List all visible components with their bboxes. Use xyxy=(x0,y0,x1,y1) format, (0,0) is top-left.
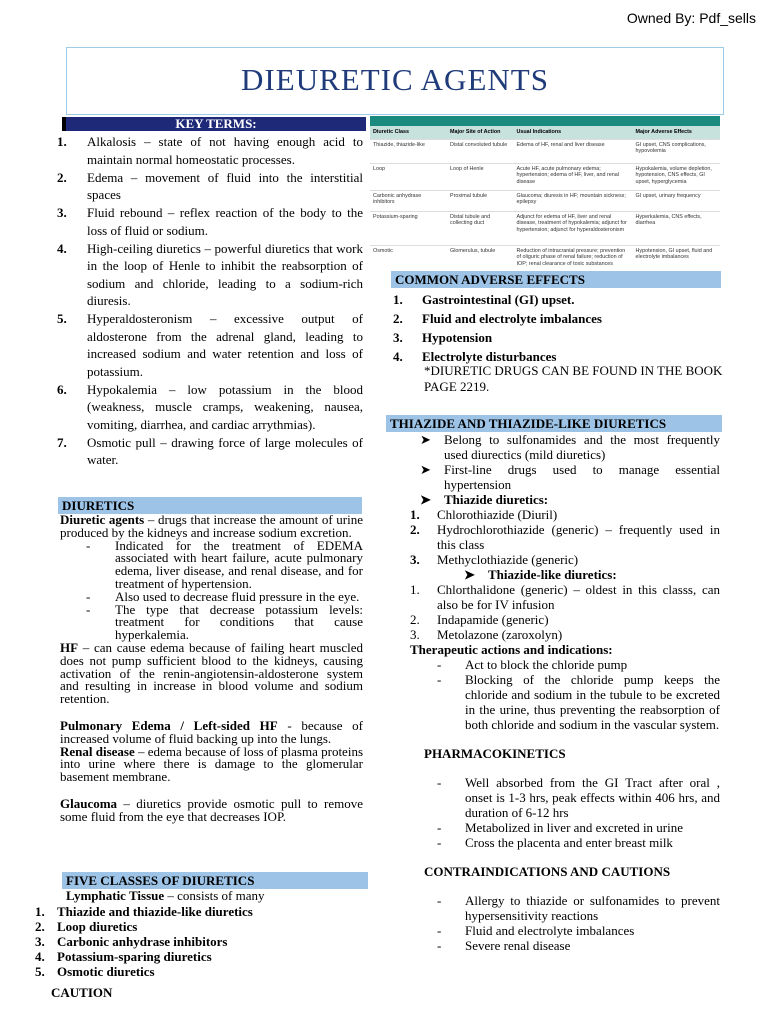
table-cell: Distal convoluted tubule xyxy=(447,140,514,164)
arrow-icon: ➤ xyxy=(420,462,431,477)
subheading: ➤ Thiazide diuretics: xyxy=(420,492,549,507)
table-row xyxy=(370,191,720,212)
bullet-item: - The type that decrease potassium levels: treatment for conditions that cause hyperkalemia. xyxy=(86,601,363,643)
list-item: 5. Hyperaldosteronism – excessive output of aldosterone from the adrenal gland, leading to increased sodium and water retention and loss of potassium. xyxy=(57,311,363,379)
list-item: 2. Fluid and electrolyte imbalances xyxy=(393,311,602,326)
table-cell: Hypokalemia, volume depletion, hypotension, CNS effects, GI upset, hyperglycemia xyxy=(633,164,721,191)
term: Diuretic agents xyxy=(60,512,145,527)
list-item: 4. High-ceiling diuretics – powerful diuretics that work in the loop of Henle to inhibit the reabsorption of sodium and chloride, leading to a sodium-rich diuresis. xyxy=(57,240,363,308)
table-row xyxy=(370,164,720,191)
table-cell: Hyperkalemia, CNS effects, diarrhea xyxy=(633,212,721,246)
table-header-bar xyxy=(370,116,720,126)
term: Glaucoma xyxy=(60,795,118,811)
caution-label: CAUTION xyxy=(51,985,113,1000)
title-box xyxy=(66,47,724,115)
list-item: 6. Hypokalemia – low potassium in the blood (weakness, muscle cramps, weakening, nausea, vomiting, diarrhea, and cardiac arrythmias). xyxy=(57,381,363,432)
thiazide-body xyxy=(410,432,720,953)
adverse-effects-heading: COMMON ADVERSE EFFECTS xyxy=(391,271,721,288)
column-header: Diuretic Class xyxy=(370,126,447,140)
list-item: 2. Hydrochlorothiazide (generic) – frequently used in this class xyxy=(410,522,720,552)
list-item: 2. Loop diuretics xyxy=(35,919,138,934)
definition: – diuretics provide osmotic pull to remove some fluid from the eye that decreases IOP. xyxy=(60,795,363,824)
column-header: Usual Indications xyxy=(514,126,633,140)
bullet-item: - Act to block the chloride pump xyxy=(437,657,628,672)
definition: – drugs that increase the amount of urine produced by the kidneys and increase sodium excretion. xyxy=(60,512,363,540)
table-cell: Glaucoma; diuresis in HF; mountain sickness; epilepsy xyxy=(514,191,633,212)
definition: – edema because of loss of plasma proteins into urine where there is damage to the glomerular basement membrane. xyxy=(60,743,364,785)
definition: - because of increased volume of fluid backing up into the lungs. xyxy=(60,717,363,746)
diuretics-heading: DIURETICS xyxy=(58,497,362,514)
list-item: 1. Chlorthalidone (generic) – oldest in this classs, can also be for IV infusion xyxy=(410,582,720,612)
term: Pulmonary Edema / Left-sided HF xyxy=(60,717,278,733)
bullet-item: - Metabolized in liver and excreted in urine xyxy=(437,820,684,835)
arrow-icon: ➤ xyxy=(420,432,431,447)
table-cell: GI upset, urinary frequency xyxy=(633,191,721,212)
subheading: CONTRAINDICATIONS AND CAUTIONS xyxy=(424,864,671,879)
term: HF xyxy=(60,639,79,655)
table-cell: Adjunct for edema of HF, liver and renal disease, treatment of hypokalemia; adjunct for hypertension; adjunct for hyperaldosteronism xyxy=(514,212,633,246)
list-item: 2. Edema – movement of fluid into the interstitial spaces xyxy=(57,169,363,202)
classes-list xyxy=(35,904,253,979)
table-cell: Hypotension, GI upset, fluid and electrolyte imbalances xyxy=(633,246,721,270)
list-item: 3. Hypotension xyxy=(393,330,493,345)
bullet-item: - Also used to decrease fluid pressure in the eye. xyxy=(86,588,360,604)
diuretic-classes-table xyxy=(370,126,720,269)
table-cell: Osmotic xyxy=(370,246,447,270)
bullet-item: - Well absorbed from the GI Tract after oral , onset is 1-3 hrs, peak effects within 406 hrs, and duration of 6-12 hrs xyxy=(437,775,720,820)
table-cell: Loop of Henle xyxy=(447,164,514,191)
table-cell: Carbonic anhydrase inhibitors xyxy=(370,191,447,212)
column-header: Major Adverse Effects xyxy=(633,126,721,140)
adverse-effects-list xyxy=(393,290,602,366)
subheading: Therapeutic actions and indications: xyxy=(410,642,613,657)
page-title: DIEURETIC AGENTS xyxy=(241,62,549,97)
list-item: 4. Electrolyte disturbances xyxy=(393,349,557,364)
bullet-item: - Severe renal disease xyxy=(437,938,571,953)
list-item: 1. Alkalosis – state of not having enough acid to maintain normal homeostatic processes. xyxy=(57,134,363,167)
bullet-item: - Cross the placenta and enter breast milk xyxy=(437,835,673,850)
table-cell: Acute HF, acute pulmonary edema; hypertension; edema of HF, liver, and renal disease xyxy=(514,164,633,191)
table-cell: GI upset, CNS complications, hypovolemia xyxy=(633,140,721,164)
diuretics-body xyxy=(60,514,363,824)
list-item: 5. Osmotic diuretics xyxy=(35,964,155,979)
owner-label: Owned By: Pdf_sells xyxy=(626,10,756,26)
key-terms-heading: KEY TERMS: xyxy=(62,117,366,131)
bullet-item: - Fluid and electrolyte imbalances xyxy=(437,923,635,938)
list-item: 4. Potassium-sparing diuretics xyxy=(35,949,212,964)
list-item: 1. Thiazide and thiazide-like diuretics xyxy=(35,904,253,919)
bullet-item: - Allergy to thiazide or sulfonamides to prevent hypersensitivity reactions xyxy=(437,893,720,923)
table-header-row xyxy=(370,126,720,140)
list-item: 1. Chlorothiazide (Diuril) xyxy=(410,507,558,522)
arrow-item: ➤ First-line drugs used to manage essential hypertension xyxy=(420,462,720,492)
table-cell: Potassium-sparing xyxy=(370,212,447,246)
list-item: 2. Indapamide (generic) xyxy=(410,612,549,627)
bullet-item: - Blocking of the chloride pump keeps the chloride and sodium in the tubule to be excreted in the urine, thus preventing the reabsorption of both chloride and sodium in the vascular system. xyxy=(437,672,720,732)
table-cell: Distal tubule and collecting duct xyxy=(447,212,514,246)
arrow-icon: ➤ xyxy=(420,492,431,507)
list-item: 3. Carbonic anhydrase inhibitors xyxy=(35,934,228,949)
table-cell: Proximal tubule xyxy=(447,191,514,212)
book-page-note: *DIURETIC DRUGS CAN BE FOUND IN THE BOOK PAGE 2219. xyxy=(424,363,723,394)
arrow-icon: ➤ xyxy=(464,567,475,582)
table-cell: Edema of HF, renal and liver disease xyxy=(514,140,633,164)
list-item: 7. Osmotic pull – drawing force of large molecules of water. xyxy=(57,434,363,467)
thiazide-heading: THIAZIDE AND THIAZIDE-LIKE DIURETICS xyxy=(386,415,722,432)
table-row xyxy=(370,212,720,246)
definition: – can cause edema because of failing heart muscled does not pump sufficient blood to the kidneys, causing activation of the renin-angiotensin-aldosterone system and resulting in increase in blood volume and sodium retention. xyxy=(60,639,363,707)
arrow-item: ➤ Belong to sulfonamides and the most frequently used diurectics (mild diuretics) xyxy=(420,432,720,462)
table-cell: Glomerulus, tubule xyxy=(447,246,514,270)
list-item: 1. Gastrointestinal (GI) upset. xyxy=(393,292,575,307)
table-cell: Loop xyxy=(370,164,447,191)
five-classes-heading: FIVE CLASSES OF DIURETICS xyxy=(62,872,368,889)
table-row xyxy=(370,140,720,164)
key-terms-list xyxy=(57,133,363,469)
column-header: Major Site of Action xyxy=(447,126,514,140)
list-item: 3. Methyclothiazide (generic) xyxy=(410,552,579,567)
subheading: ➤ Thiazide-like diuretics: xyxy=(464,567,617,582)
term: Renal disease xyxy=(60,743,135,759)
bullet-item: - Indicated for the treatment of EDEMA associated with heart failure, acute pulmonary edema, liver disease, and renal disease, and for treatment of hypertension. xyxy=(86,537,363,591)
table-cell: Reduction of intracranial pressure; prevention of oliguric phase of renal failure; reduction of IOP; renal clearance of toxic substances xyxy=(514,246,633,270)
lymphatic-line: Lymphatic Tissue – consists of many xyxy=(66,888,265,903)
list-item: 3. Fluid rebound – reflex reaction of the body to the loss of fluid or sodium. xyxy=(57,205,363,238)
subheading: PHARMACOKINETICS xyxy=(424,746,566,761)
table-cell: Thiazide, thiazide-like xyxy=(370,140,447,164)
list-item: 3. Metolazone (zaroxolyn) xyxy=(410,627,563,642)
table-row xyxy=(370,246,720,270)
